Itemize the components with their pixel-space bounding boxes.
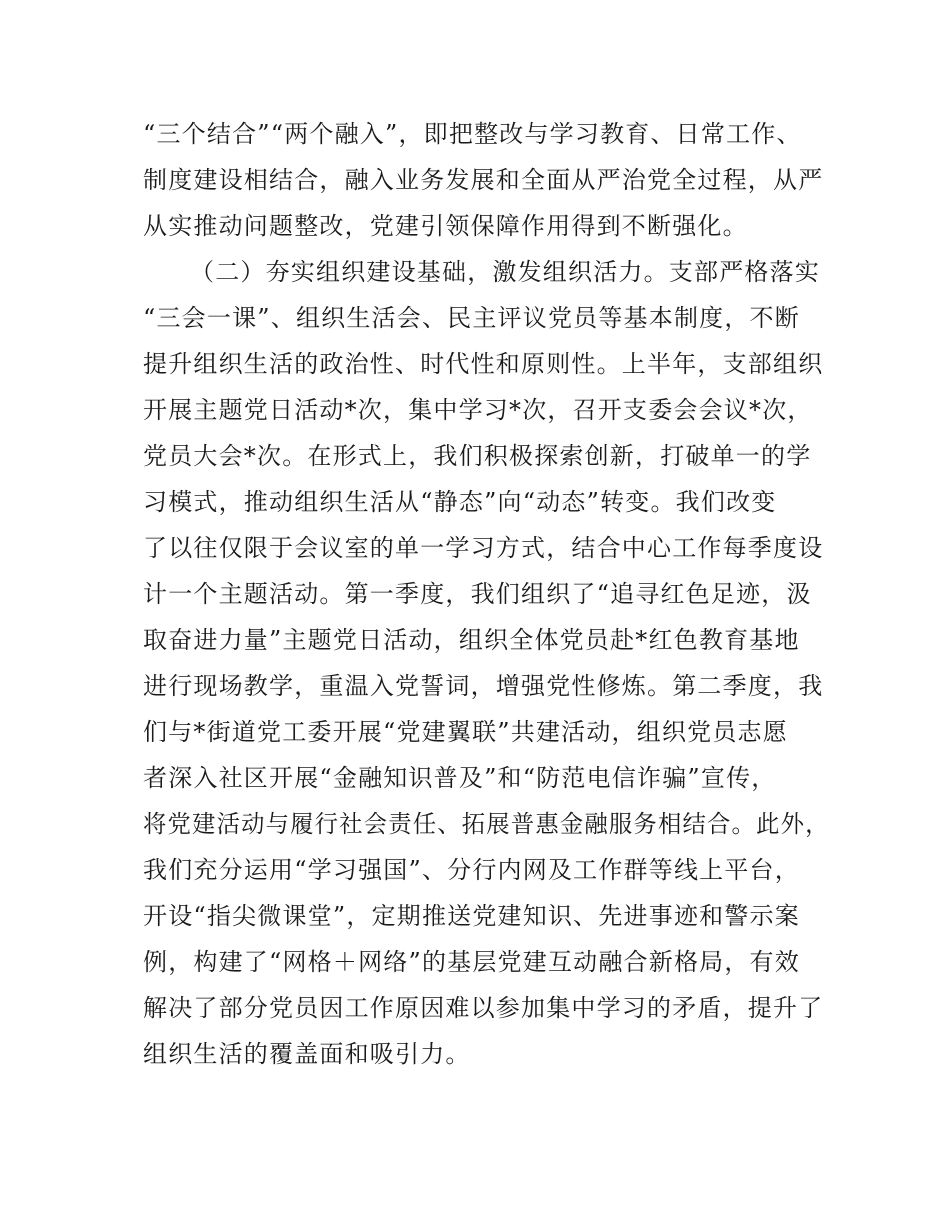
paragraph-line: “三会一课”、组织生活会、民主评议党员等基本制度，不断 — [143, 304, 800, 332]
paragraph-line: 们与*街道党工委开展“党建翼联”共建活动，组织党员志愿 — [143, 718, 788, 746]
paragraph-line: 了以往仅限于会议室的单一学习方式，结合中心工作每季度设 — [143, 534, 824, 562]
paragraph-line: 者深入社区开展“金融知识普及”和“防范电信诈骗”宣传， — [143, 764, 777, 792]
paragraph-line: 将党建活动与履行社会责任、拓展普惠金融服务相结合。此外， — [143, 810, 830, 838]
paragraph-line: （二）夯实组织建设基础，激发组织活力。支部严格落实 — [190, 258, 820, 286]
paragraph-line: 开展主题党日活动*次，集中学习*次，召开支委会会议*次， — [143, 396, 813, 424]
paragraph-line: 计一个主题活动。第一季度，我们组织了“追寻红色足迹，汲 — [143, 580, 812, 608]
paragraph-line: 组织生活的覆盖面和吸引力。 — [143, 1040, 471, 1068]
paragraph-line: “三个结合”“两个融入”，即把整改与学习教育、日常工作、 — [143, 120, 802, 148]
paragraph-line: 从实推动问题整改，党建引领保障作用得到不断强化。 — [143, 212, 748, 240]
paragraph-line: 例，构建了“网格＋网络”的基层党建互动融合新格局，有效 — [143, 948, 800, 976]
paragraph-line: 我们充分运用“学习强国”、分行内网及工作群等线上平台， — [143, 856, 800, 884]
paragraph-line: 党员大会*次。在形式上，我们积极探索创新，打破单一的学 — [143, 442, 812, 470]
paragraph-line: 提升组织生活的政治性、时代性和原则性。上半年，支部组织 — [143, 350, 824, 378]
paragraph-line: 开设“指尖微课堂”，定期推送党建知识、先进事迹和警示案 — [143, 902, 800, 930]
paragraph-line: 习模式，推动组织生活从“静态”向“动态”转变。我们改变 — [143, 488, 777, 516]
paragraph-line: 取奋进力量”主题党日活动，组织全体党员赴*红色教育基地 — [143, 626, 800, 654]
paragraph-line: 解决了部分党员因工作原因难以参加集中学习的矛盾，提升了 — [143, 994, 824, 1022]
paragraph-line: 进行现场教学，重温入党誓词，增强党性修炼。第二季度，我 — [143, 672, 824, 700]
paragraph-line: 制度建设相结合，融入业务发展和全面从严治党全过程，从严 — [143, 166, 824, 194]
